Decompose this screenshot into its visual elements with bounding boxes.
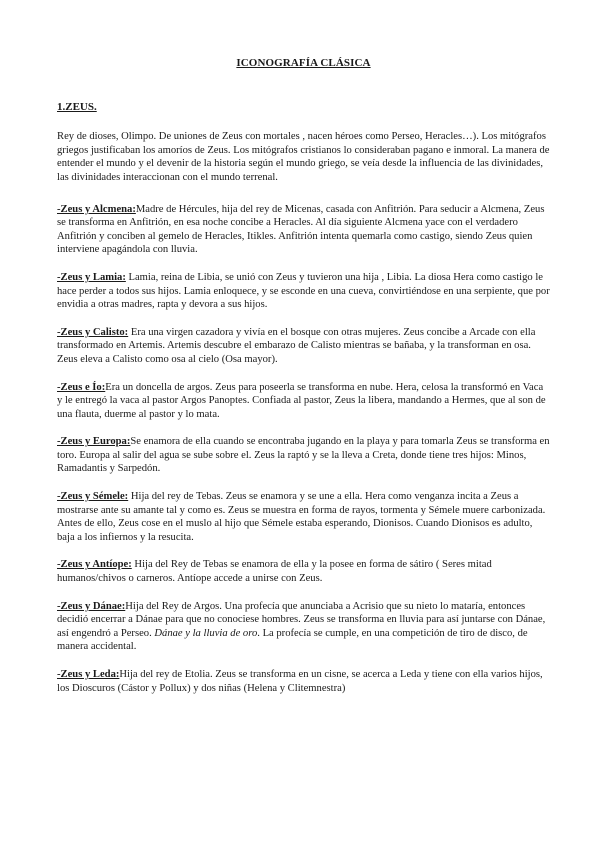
- document-title: ICONOGRAFÍA CLÁSICA: [236, 57, 371, 69]
- entry-text: Lamia, reina de Libia, se unió con Zeus y tuvieron una hija , Libia. La diosa Hera como castigo le hace perder a todos sus hijos. Lamia enloquece, y se esconde en una cueva, convirtiéndose en una serpiente, que por envidia a otras madres, rapta y devora a sus hijos.: [57, 271, 550, 311]
- entry-lead: -Zeus y Alcmena:: [57, 203, 136, 215]
- entry-lead: -Zeus y Dánae:: [57, 600, 126, 612]
- entry-lead: -Zeus y Sémele:: [57, 491, 129, 503]
- entry-text: Era una virgen cazadora y vivía en el bosque con otras mujeres. Zeus concibe a Arcade con ella transformado en Artemis. Artemis descubre el embarazo de Calisto mientras se bañaba, y la transforman en osa. Zeus eleva a Calisto como osa al cielo (Osa mayor).: [57, 326, 536, 365]
- entry-text: Se enamora de ella cuando se encontraba jugando en la playa y para tomarla Zeus se transforma en toro. Europa al salir del agua se sube sobre el. Zeus la raptó y se la lleva a Creta, donde tiene tres hijos: Minos, Ramadantis y Sarpedón.: [57, 436, 550, 475]
- intro-paragraph: Rey de dioses, Olimpo. De uniones de Zeus con mortales , nacen héroes como Perseo, Heracles…). Los mitógrafos griegos justificaban los amoríos de Zeus. Los mitógrafos cristianos lo consideraban pagano e inmoral. La manera de entender el mundo y el devenir de la historia según el mundo griego, se veía desde la influencia de las divinidades, las divinidades interaccionan con el mundo terrenal.: [57, 131, 550, 183]
- entry-italic-title: Dánae y la lluvia de oro: [154, 627, 258, 639]
- entry-lead: -Zeus y Antíope:: [57, 559, 132, 571]
- entry-europa: [57, 435, 550, 476]
- entry-lead: -Zeus y Calisto:: [57, 326, 129, 338]
- entry-text-tail: . La profecía se cumple, en una competición de tiro de disco, de manera accidental.: [57, 627, 528, 653]
- entry-text: Hija del Rey de Argos. Una profecía que anunciaba a Acrisio que su nieto lo mataría, entonces decidió encerrar a Dánae para que no conociese hombres. Zeus se transforma en lluvia para así juntarse con Dánae, así engendró a Perseo.: [57, 600, 546, 639]
- entry-danae: [57, 600, 550, 654]
- entry-lead: -Zeus e Ío:: [57, 381, 106, 393]
- entry-lamia: [57, 271, 550, 312]
- entry-alcmena: [57, 203, 550, 257]
- entry-antiope: [57, 558, 550, 585]
- entry-text: Madre de Hércules, hija del rey de Micenas, casada con Anfitrión. Para seducir a Alcmena, Zeus se transforma en Anfitrión, en esa noche concibe a Heracles. Al día siguiente Alcmena yace con el verdadero Anfitrión y conciben al gemelo de Heracles, Itikles. Anfitrión intenta quemarla como castigo, siendo Zeus quien interviene apagándola con lluvia.: [57, 203, 545, 256]
- entry-lead: -Zeus y Europa:: [57, 436, 131, 448]
- entry-semele: [57, 490, 550, 544]
- entry-text: Hija del rey de Etolia. Zeus se transforma en un cisne, se acerca a Leda y tiene con ella varios hijos, los Dioscuros (Cástor y Pollux) y dos niñas (Helena y Clitemnestra): [57, 669, 543, 694]
- entry-text: Era un doncella de argos. Zeus para poseerla se transforma en nube. Hera, celosa la transformó en Vaca y le entregó la vaca al pastor Argos Panoptes. Confiada al pastor, Zeus la libera, mandando a Hermes, que al son de una flauta, duerme al pastor y lo mata.: [57, 381, 546, 420]
- entry-leda: [57, 668, 550, 695]
- entry-lead: -Zeus y Lamia:: [57, 271, 126, 283]
- entry-lead: -Zeus y Leda:: [57, 669, 120, 680]
- entry-text: Hija del rey de Tebas. Zeus se enamora y se une a ella. Hera como venganza incita a Zeus a mostrarse ante su amante tal y como es. Zeus se muestra en forma de rayos, tormenta y Sémele muere carbonizada. Antes de ello, Zeus cose en el muslo al hijo que Sémele estaba esperando, Dionisos. Cuando Dionisos es adulto, baja a los infiernos y la resucita.: [57, 491, 546, 543]
- entry-text: Hija del Rey de Tebas se enamora de ella y la posee en forma de sátiro ( Seres mitad humanos/chivos o carneros. Antíope accede a unirse con Zeus.: [57, 559, 492, 585]
- entry-calisto: [57, 326, 550, 367]
- section-heading: 1.ZEUS.: [57, 100, 97, 113]
- entry-io: [57, 381, 550, 422]
